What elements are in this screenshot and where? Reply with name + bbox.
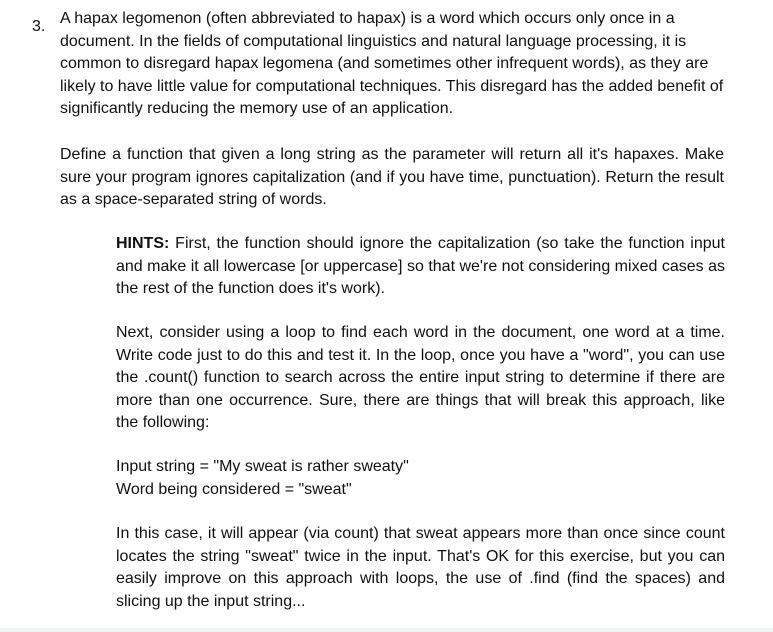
example-input-line: Input string = "My sweat is rather sweaty" (116, 458, 409, 475)
hint-first-text: First, the function should ignore the capitalization (so take the function input and make it all lowercase [or uppercase] so that we're not considering mixed cases as the rest of the function does it's work). (116, 235, 725, 297)
intro-paragraph: A hapax legomenon (often abbreviated to hapax) is a word which occurs only once in a document. In the fields of computational linguistics and natural language processing, it is common to disregard hapax legomena (and sometimes other infrequent words), as they are likely to have little value for computational techniques. This disregard has the added benefit of significantly reducing the memory use of an application. (60, 10, 724, 117)
hint-second: Next, consider using a loop to find each word in the document, one word at a time. Write code just to do this and test it. In the loop, once you have a "word", you can use the .count() function to search across the entire input string to determine if there are more than one occurrence. Sure, there are things that will break this approach, like the following: (116, 324, 725, 431)
hint-example (116, 456, 725, 501)
hints-label: HINTS: (116, 235, 170, 252)
page-bottom-edge (0, 628, 773, 632)
item-number: 3. (32, 18, 46, 35)
hint-third: In this case, it will appear (via count) that sweat appears more than once since count locates the string "sweat" twice in the input. That's OK for this exercise, but you can easily improve on this approach with loops, the use of .find (find the spaces) and slicing up the input string... (116, 525, 725, 610)
task-paragraph: Define a function that given a long string as the parameter will return all it's hapaxes. Make sure your program ignores capitalization (and if you have time, punctuation). Return the result as a space-separated string of words. (60, 146, 724, 208)
hint-first (116, 233, 725, 301)
example-word-line: Word being considered = "sweat" (116, 480, 352, 498)
